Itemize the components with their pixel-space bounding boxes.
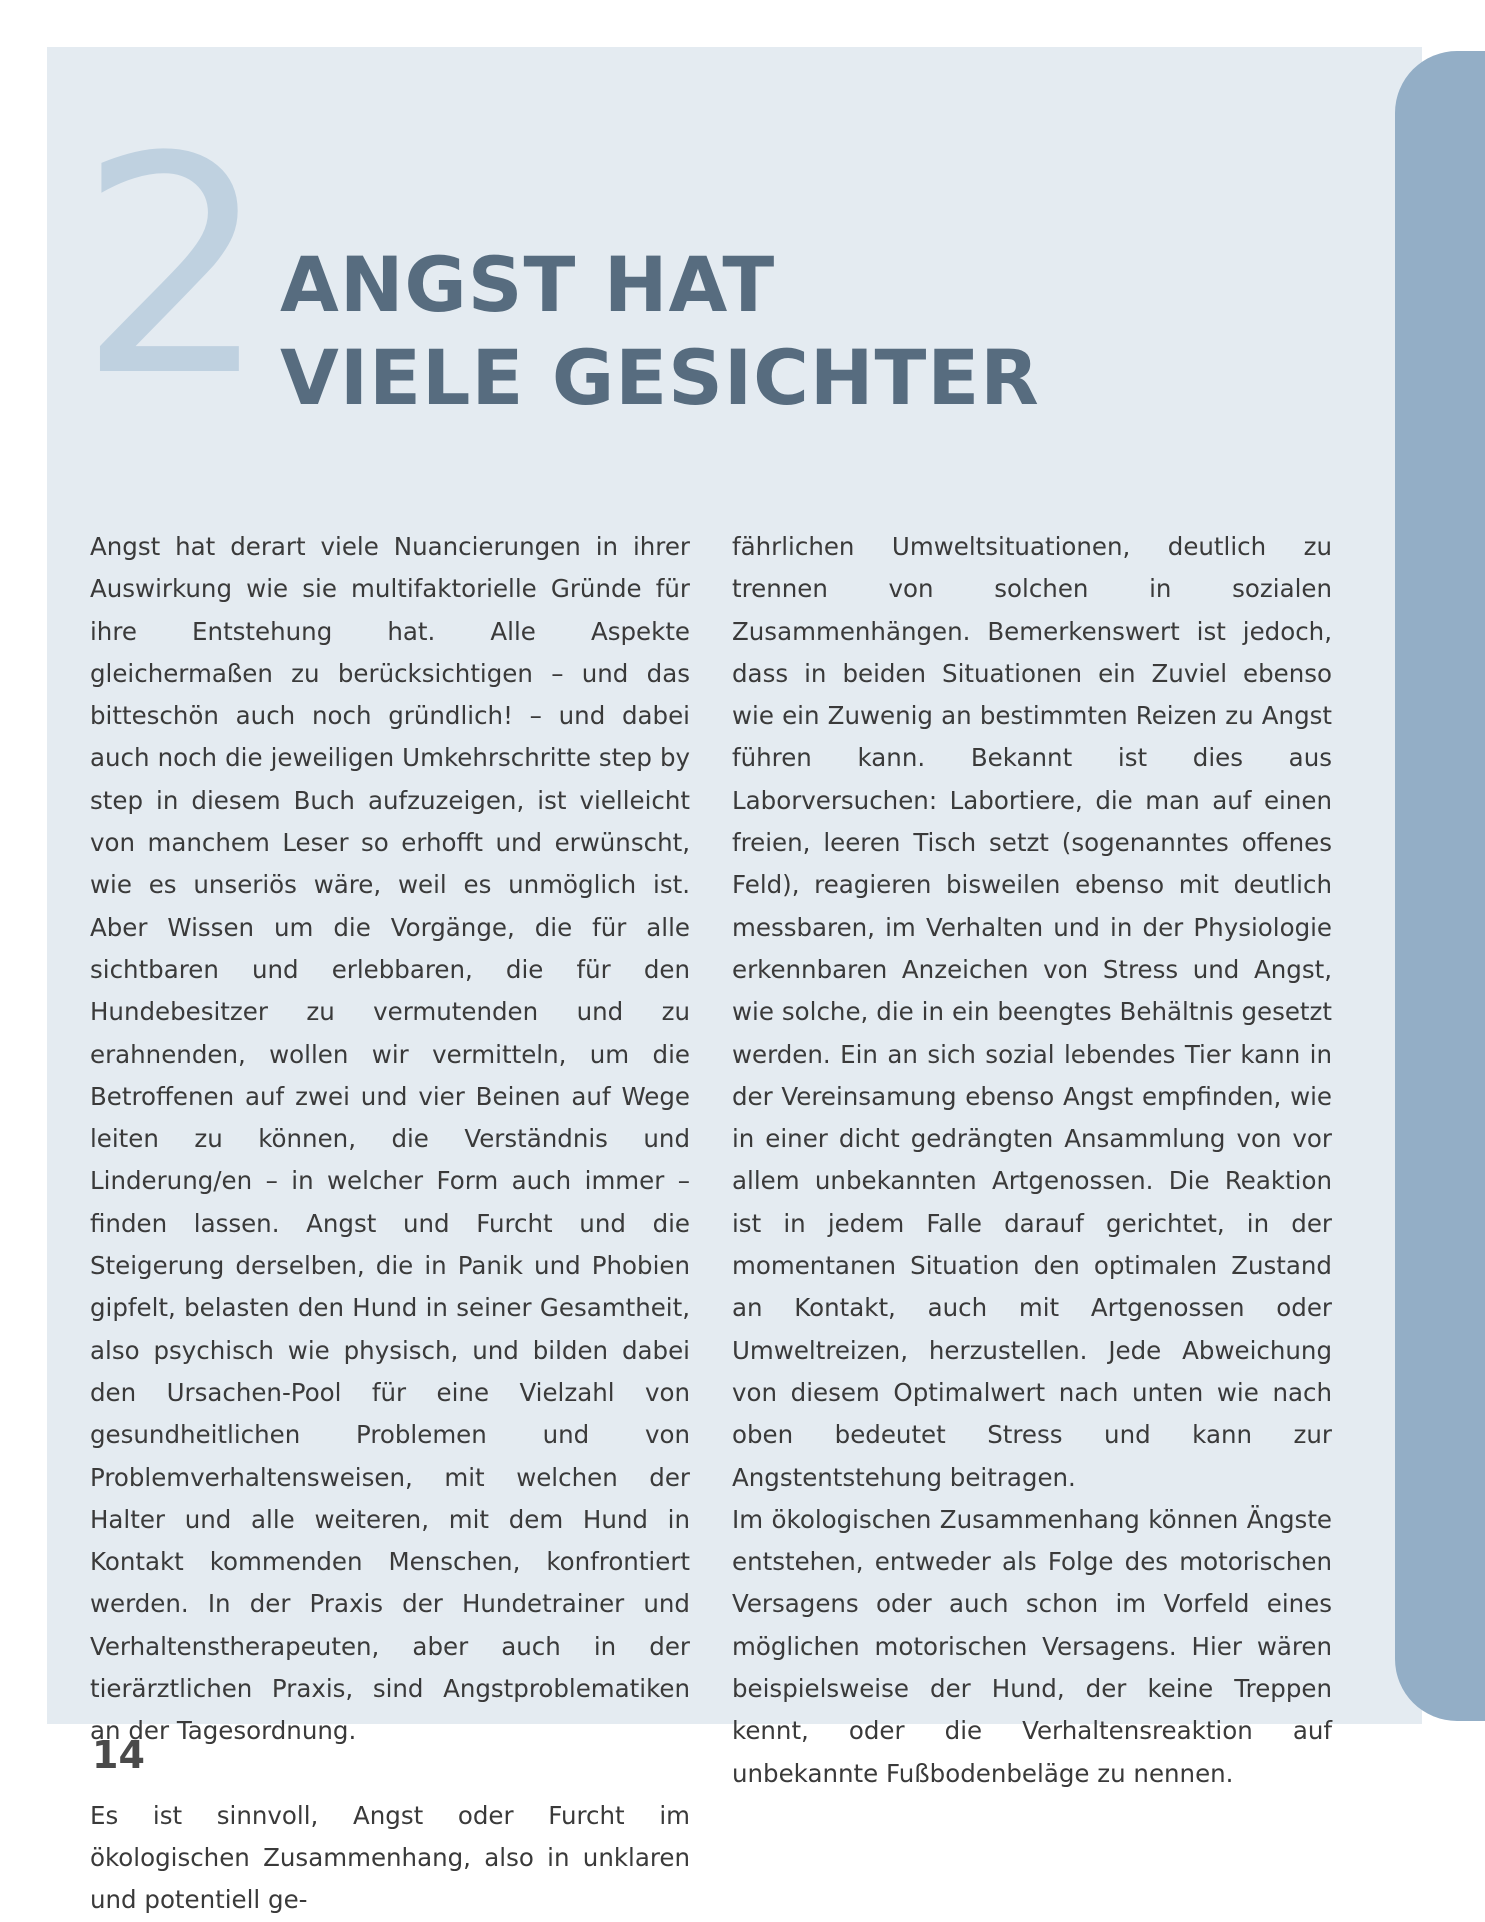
paragraph: Im ökologischen Zusammenhang können Ängste entstehen, entweder als Folge des motorischen Versagens oder auch schon im Vorfeld eines möglichen motorischen Versagens. Hier wären beispielsweise der Hund, der keine Treppen kennt, oder die Verhaltensreaktion auf unbekannte Fußbodenbeläge zu nennen. <box>732 1504 1332 1788</box>
body-column-left <box>90 526 690 1922</box>
paragraph: Es ist sinnvoll, Angst oder Furcht im ökologischen Zusammenhang, also in unklaren und potentiell ge- <box>90 1800 690 1915</box>
paragraph: Angst hat derart viele Nuancierungen in ihrer Auswirkung wie sie multifaktorielle Gründe für ihre Entstehung hat. Alle Aspekte gleichermaßen zu berücksichtigen – und das bitteschön auch noch gründlich! – und dabei auch noch die jeweiligen Umkehrschritte step by step in diesem Buch aufzuzeigen, ist vielleicht von manchem Leser so erhofft und erwünscht, wie es unseriös wäre, weil es unmöglich ist. Aber Wissen um die Vorgänge, die für alle sichtbaren und erlebbaren, die für den Hundebesitzer zu vermutenden und zu erahnenden, wollen wir vermitteln, um die Betroffenen auf zwei und vier Beinen auf Wege leiten zu können, die Verständnis und Linderung/en – in welcher Form auch immer – finden lassen. Angst und Furcht und die Steigerung derselben, die in Panik und Phobien gipfelt, belasten den Hund in seiner Gesamtheit, also psychisch wie physisch, und bilden dabei den Ursachen-Pool für eine Vielzahl von gesundheitlichen Problemen und von Problemverhaltensweisen, mit welchen der Halter und alle weiteren, mit dem Hund in Kontakt kommenden Menschen, konfrontiert werden. In der Praxis der Hundetrainer und Verhaltenstherapeuten, aber auch in der tierärztlichen Praxis, sind Angstproblematiken an der Tagesordnung. <box>90 532 690 1746</box>
chapter-title: ANGST HAT VIELE GESICHTER <box>280 240 1040 422</box>
chapter-number: 2 <box>78 93 269 442</box>
paragraph: fährlichen Umweltsituationen, deutlich zu trennen von solchen in sozialen Zusammenhängen. Bemerkenswert ist jedoch, dass in beiden Situationen ein Zuviel ebenso wie ein Zuwenig an bestimmten Reizen zu Angst führen kann. Bekannt ist dies aus Laborversuchen: Labortiere, die man auf einen freien, leeren Tisch setzt (sogenanntes offenes Feld), reagieren bisweilen ebenso mit deutlich messbaren, im Verhalten und in der Physiologie erkennbaren Anzeichen von Stress und Angst, wie solche, die in ein beengtes Behältnis gesetzt werden. Ein an sich sozial lebendes Tier kann in der Vereinsamung ebenso Angst empfinden, wie in einer dicht gedrängten Ansammlung von vor allem unbekannten Artgenossen. Die Reaktion ist in jedem Falle darauf gerichtet, in der momentanen Situation den optimalen Zustand an Kontakt, auch mit Artgenossen oder Umweltreizen, herzustellen. Jede Abweichung von diesem Optimalwert nach unten wie nach oben bedeutet Stress und kann zur Angstentstehung beitragen. <box>732 532 1332 1492</box>
body-column-right <box>732 526 1332 1795</box>
page-number: 14 <box>92 1733 145 1777</box>
chapter-side-tab <box>1395 51 1485 1721</box>
